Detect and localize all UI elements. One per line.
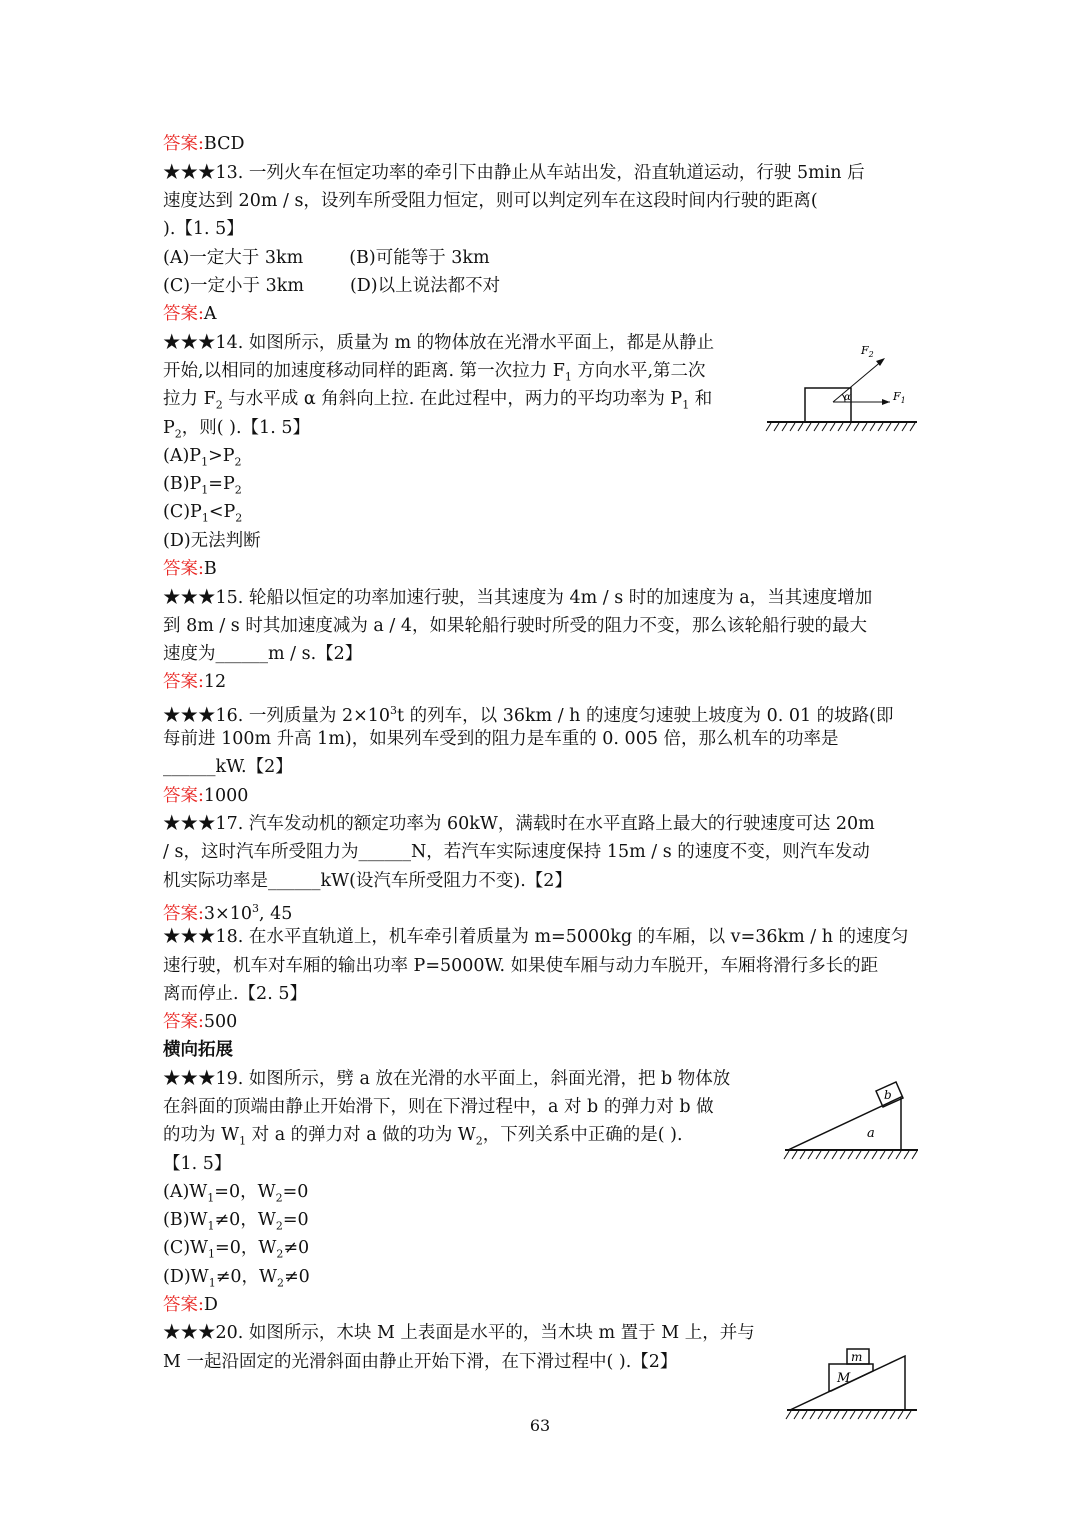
- label-M: M: [837, 1371, 851, 1386]
- q14-option-d: (D)无法判断: [163, 531, 261, 551]
- q13-options-cd: [163, 272, 500, 300]
- q20-line-2: M 一起沿固定的光滑斜面由静止开始下滑，在下滑过程中( ).【2】: [163, 1352, 678, 1372]
- q14-option-c: $(C)P_1<P_2$: [163, 502, 243, 525]
- q19-line-2: 在斜面的顶端由静止开始滑下，则在下滑过程中，a 对 b 的弹力对 b 做: [163, 1097, 714, 1117]
- q16-line-1: ★★★16. 一列质量为 $2\times 10^3t$ 的列车，以 36km / h 的速度匀速驶上坡度为 0. 01 的坡路(即: [163, 704, 894, 726]
- q14-line-1: ★★★14. 如图所示，质量为 m 的物体放在光滑水平面上，都是从静止: [163, 333, 715, 353]
- q18-line-2: 速行驶，机车对车厢的输出功率 P=5000W. 如果使车厢与动力车脱开，车厢将滑行多长的距: [163, 956, 879, 976]
- q15-line-1: ★★★15. 轮船以恒定的功率加速行驶，当其速度为 4m / s 时的加速度为 a，当其速度增加: [163, 588, 873, 608]
- ground-hatch: [784, 1151, 917, 1159]
- q13-option-c: (C)一定小于 3km: [163, 276, 304, 296]
- alpha-label: α: [844, 392, 851, 403]
- q14-line-2: 开始,以相同的加速度移动同样的距离. 第一次拉力 $F_1$ 方向水平,第二次: [163, 361, 706, 384]
- q15-line-2: 到 8m / s 时其加速度减为 a / 4，如果轮船行驶时所受的阻力不变，那么该轮船行驶的最大: [163, 616, 868, 636]
- q19-line-1: ★★★19. 如图所示，劈 a 放在光滑的水平面上，斜面光滑，把 b 物体放: [163, 1069, 731, 1089]
- ground-hatch: [766, 423, 915, 431]
- label-b: b: [884, 1088, 892, 1102]
- q12-answer: 答案:BCD: [163, 134, 245, 154]
- f1-label: $F_1$: [893, 390, 906, 405]
- q13-option-d: (D)以上说法都不对: [349, 276, 501, 296]
- q13-line-2: 速度达到 20m / s，设列车所受阻力恒定，则可以判定列车在这段时间内行驶的距离(: [163, 191, 818, 211]
- q13-option-b: (B)可能等于 3km: [349, 248, 490, 268]
- q20-figure-svg: [785, 1342, 920, 1427]
- q17-line-2: / s，这时汽车所受阻力为______N，若汽车实际速度保持 15m / s 的速度不变，则汽车发动: [163, 842, 870, 862]
- q13-line-1: ★★★13. 一列火车在恒定功率的牵引下由静止从车站出发，沿直轨道运动，行驶 5min 后: [163, 163, 865, 183]
- q15-line-3: 速度为______m / s.【2】: [163, 644, 363, 664]
- q14-answer: 答案:B: [163, 559, 217, 579]
- q13-options-ab: [163, 244, 490, 272]
- f1-arrowhead: [882, 399, 890, 405]
- q13-line-3: ).【1. 5】: [163, 219, 244, 239]
- q18-line-3: 离而停止.【2. 5】: [163, 984, 307, 1004]
- q16-answer: 答案:1000: [163, 786, 249, 806]
- q19-answer: 答案:D: [163, 1295, 218, 1315]
- q18-answer: 答案:500: [163, 1012, 238, 1032]
- q19-figure: [783, 1075, 923, 1167]
- q14-option-a: $(A)P_1>P_2$: [163, 446, 242, 469]
- label-a: a: [867, 1126, 875, 1141]
- q19-line-3: 的功为 $W_1$ 对 a 的弹力对 a 做的功为 $W_2$，下列关系中正确的是( ).: [163, 1125, 683, 1148]
- q19-option-b: $(B)W_1\ne 0$，$W_2=0$: [163, 1210, 309, 1233]
- label-m: m: [851, 1350, 863, 1364]
- f2-label: $F_2$: [861, 344, 874, 359]
- q14-line-3: 拉力 $F_2$ 与水平成 α 角斜向上拉. 在此过程中，两力的平均功率为 $P_1$ 和: [163, 389, 713, 412]
- q15-answer: 答案:12: [163, 672, 227, 692]
- q14-option-b: $(B)P_1=P_2$: [163, 474, 242, 497]
- q20-figure: [785, 1342, 920, 1427]
- q18-line-1: ★★★18. 在水平直轨道上，机车牵引着质量为 m=5000kg 的车厢，以 v=36km / h 的速度匀: [163, 927, 909, 947]
- block-M: [829, 1364, 873, 1391]
- q14-line-4: $P_2$，则( ).【1. 5】: [163, 418, 310, 441]
- q14-figure-svg: [765, 340, 925, 435]
- q20-line-1: ★★★20. 如图所示，木块 M 上表面是水平的，当木块 m 置于 M 上，并与: [163, 1323, 755, 1343]
- q19-option-c: $(C)W_1=0$，$W_2\ne 0$: [163, 1238, 310, 1261]
- q19-option-d: $(D)W_1\ne 0$，$W_2\ne 0$: [163, 1267, 310, 1290]
- q16-line-3: ______kW.【2】: [163, 757, 293, 777]
- q19-line-4: 【1. 5】: [163, 1154, 232, 1174]
- f2-arrow: [833, 360, 883, 402]
- q19-option-a: $(A)W_1=0$，$W_2=0$: [163, 1182, 309, 1205]
- q17-line-1: ★★★17. 汽车发动机的额定功率为 60kW，满载时在水平直路上最大的行驶速度可达 20m: [163, 814, 875, 834]
- q17-line-3: 机实际功率是______kW(设汽车所受阻力不变).【2】: [163, 871, 572, 891]
- section-title: 横向拓展: [163, 1040, 233, 1060]
- q13-answer: 答案:A: [163, 304, 217, 324]
- q19-figure-svg: [783, 1075, 923, 1167]
- q14-figure: [765, 340, 925, 435]
- page-number: 63: [529, 1416, 551, 1435]
- wedge-a: [788, 1097, 901, 1150]
- q13-option-a: (A)一定大于 3km: [163, 248, 304, 268]
- q17-answer: 答案$:3\times 10^3$, 45: [163, 902, 293, 924]
- q16-line-2: 每前进 100m 升高 1m)，如果列车受到的阻力是车重的 0. 005 倍，那么机车的功率是: [163, 729, 839, 749]
